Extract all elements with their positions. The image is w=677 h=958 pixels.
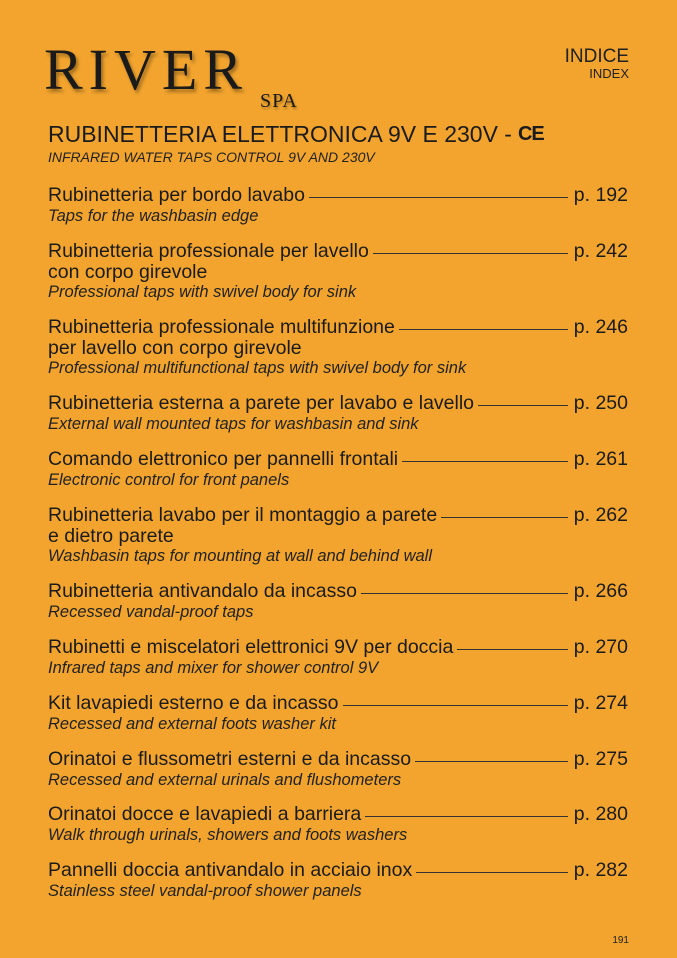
toc-entry-title-it[interactable]: Orinatoi docce e lavapiedi a barriera [48,803,362,825]
toc-entry[interactable] [48,393,628,435]
toc-entry-title-it[interactable]: Orinatoi e flussometri esterni e da incasso [48,748,412,770]
toc-entry-title-en: Recessed vandal-proof taps [48,603,254,621]
toc-entry[interactable] [48,860,628,902]
toc-leader-line [365,816,568,817]
toc-entry[interactable] [48,581,628,623]
section-title-text: RUBINETTERIA ELETTRONICA 9V E 230V - [48,121,512,147]
toc-leader-line [402,461,568,462]
toc-entry-title-en: Recessed and external urinals and flushometers [48,771,402,789]
toc-entry[interactable] [48,449,628,491]
toc-entry-page[interactable]: p. 270 [573,636,628,658]
toc-entry[interactable] [48,241,628,303]
index-heading [565,47,629,81]
toc-entry-page[interactable]: p. 246 [573,316,628,338]
toc-entry-page[interactable]: p. 280 [573,803,628,825]
toc-entry-title-it[interactable]: Pannelli doccia antivandalo in acciaio inox [48,859,413,881]
toc-entry-title-en: Professional taps with swivel body for sink [48,283,357,301]
toc-entry[interactable] [48,749,628,791]
toc-entry-page[interactable]: p. 261 [573,448,628,470]
toc-entry-title-en: Walk through urinals, showers and foots washers [48,826,408,844]
toc-leader-line [373,253,568,254]
toc-entry-title-en: Taps for the washbasin edge [48,207,259,225]
toc-entry-title-it[interactable]: Rubinetteria per bordo lavabo [48,184,305,206]
toc-entry-page[interactable]: p. 274 [573,692,628,714]
toc-entry-title-en: Electronic control for front panels [48,471,290,489]
toc-leader-line [457,649,567,650]
section-title [48,121,544,148]
toc-leader-line [441,517,568,518]
index-heading-it: INDICE [564,46,629,67]
toc-entry-title-en: Recessed and external foots washer kit [48,715,336,733]
logo-river-text: RIVER [44,37,248,102]
toc-entry-title-en: Stainless steel vandal-proof shower panels [48,882,362,900]
page-number: 191 [612,935,629,946]
toc-entry-title-it[interactable]: Rubinetteria professionale per lavello [48,240,369,262]
toc-leader-line [416,872,568,873]
toc-entry-title-it-cont[interactable]: con corpo girevole [48,261,208,283]
toc-leader-line [361,593,568,594]
toc-leader-line [343,705,568,706]
toc-entry[interactable] [48,637,628,679]
logo-spa-text: SPA [260,90,298,112]
toc-entry-page[interactable]: p. 250 [573,392,628,414]
toc-entry-title-it-cont[interactable]: per lavello con corpo girevole [48,337,302,359]
toc-leader-line [415,761,568,762]
toc-entry-page[interactable]: p. 242 [573,240,628,262]
toc-entry[interactable] [48,185,628,227]
toc-entry[interactable] [48,693,628,735]
toc-entry-page[interactable]: p. 266 [573,580,628,602]
toc-entry-page[interactable]: p. 282 [573,859,628,881]
toc-entry-title-en: Washbasin taps for mounting at wall and behind wall [48,547,433,565]
toc-entry-title-it[interactable]: Rubinetti e miscelatori elettronici 9V per doccia [48,636,454,658]
toc-leader-line [478,405,568,406]
toc-entry-title-it[interactable]: Kit lavapiedi esterno e da incasso [48,692,339,714]
river-spa-logo [44,37,314,115]
toc-entry-page[interactable]: p. 192 [573,184,628,206]
toc-entry-title-it-cont[interactable]: e dietro parete [48,525,174,547]
toc-entry-page[interactable]: p. 275 [573,748,628,770]
toc-leader-line [309,197,568,198]
section-subtitle: INFRARED WATER TAPS CONTROL 9V AND 230V [48,149,375,165]
toc-leader-line [399,329,568,330]
toc-entry-title-it[interactable]: Rubinetteria professionale multifunzione [48,316,395,338]
toc-entry[interactable] [48,804,628,846]
toc-entry-title-it[interactable]: Rubinetteria esterna a parete per lavabo e lavello [48,392,475,414]
toc-entry[interactable] [48,317,628,379]
toc-entry-title-en: External wall mounted taps for washbasin and sink [48,415,419,433]
index-heading-en: INDEX [589,66,629,81]
toc-entry-title-it[interactable]: Rubinetteria lavabo per il montaggio a parete [48,504,438,526]
toc-entry-title-en: Professional multifunctional taps with swivel body for sink [48,359,467,377]
toc-entry-title-en: Infrared taps and mixer for shower control 9V [48,659,379,677]
toc-entry-page[interactable]: p. 262 [573,504,628,526]
toc-entry-title-it[interactable]: Rubinetteria antivandalo da incasso [48,580,357,602]
ce-mark-icon: CE [517,123,544,145]
toc-entry-title-it[interactable]: Comando elettronico per pannelli frontali [48,448,399,470]
toc-entry[interactable] [48,505,628,567]
